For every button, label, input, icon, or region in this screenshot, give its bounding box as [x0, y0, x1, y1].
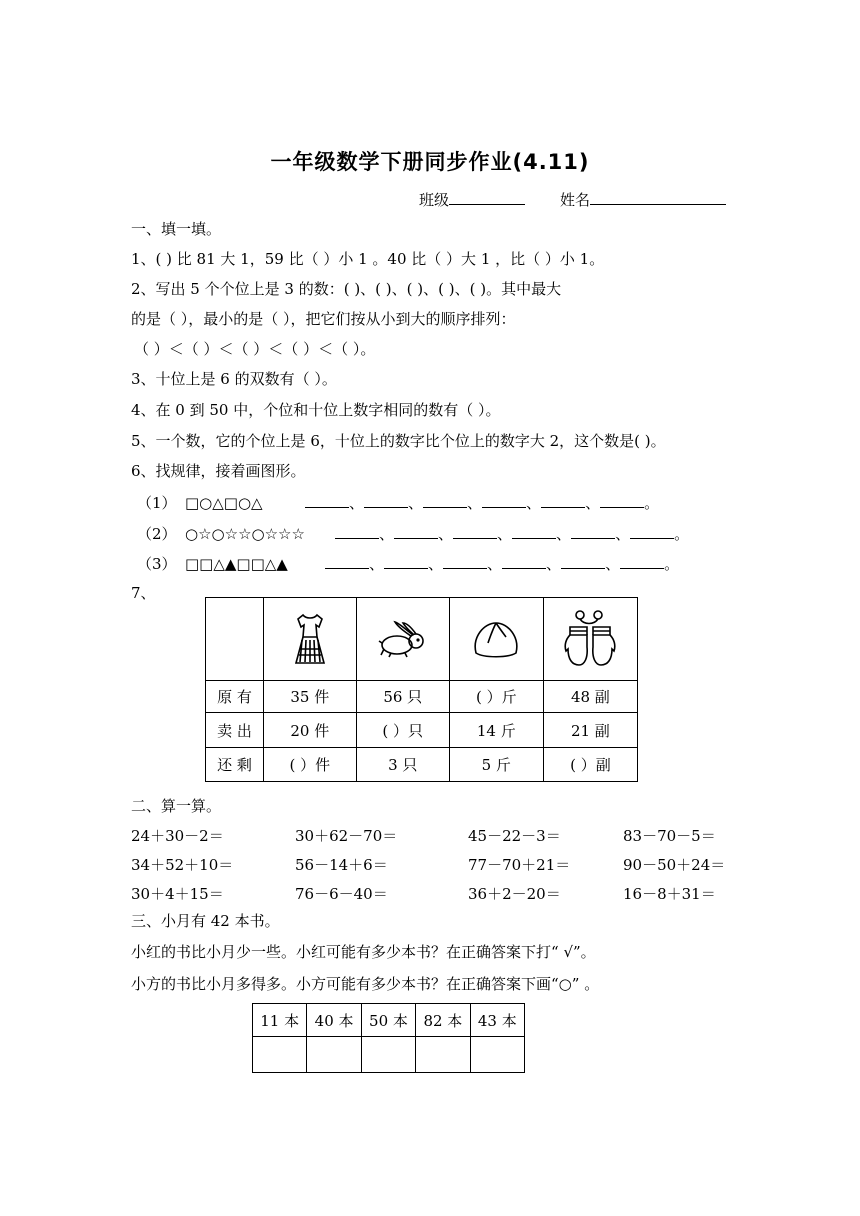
section1-heading: 一、填一填。 [131, 220, 222, 238]
row-label-remaining: 还 剩 [206, 748, 264, 782]
calc-item: 90－50＋24＝ [623, 856, 726, 874]
goods-table [205, 597, 638, 782]
table-corner [206, 598, 264, 681]
table-cell: 14 斤 [449, 713, 543, 748]
pattern-number: （1） [137, 494, 177, 512]
pattern-blank[interactable] [482, 492, 526, 508]
table-cell-blank[interactable]: ( ）斤 [449, 681, 543, 713]
calc-item: 34＋52＋10＝ [131, 856, 234, 874]
separator: 、 [379, 525, 395, 543]
pattern-sequence: ○☆○☆☆○☆☆☆ [185, 525, 305, 543]
separator: 、 [408, 494, 424, 512]
calc-item: 16－8＋31＝ [623, 885, 716, 903]
pattern-blank[interactable] [335, 523, 379, 539]
pattern-end: 。 [674, 525, 690, 543]
table-row [206, 713, 638, 748]
option-cell: 82 本 [416, 1004, 470, 1037]
row-label-original: 原 有 [206, 681, 264, 713]
pattern-row [137, 523, 689, 544]
question-3: 3、十位上是 6 的双数有（ ）。 [131, 370, 337, 388]
calc-item: 30＋62－70＝ [295, 827, 398, 845]
name-blank[interactable] [590, 189, 726, 205]
pattern-number: （2） [137, 525, 177, 543]
books-table [252, 1003, 525, 1073]
pattern-blank[interactable] [423, 492, 467, 508]
separator: 、 [369, 555, 385, 573]
pattern-blank[interactable] [571, 523, 615, 539]
table-row-icons [206, 598, 638, 681]
options-row [253, 1004, 525, 1037]
dress-icon [290, 609, 330, 669]
question-4: 4、在 0 到 50 中，个位和十位上数字相同的数有（ ）。 [131, 401, 501, 419]
option-cell: 43 本 [470, 1004, 524, 1037]
pattern-row [137, 492, 659, 513]
separator: 、 [497, 525, 513, 543]
pattern-blank[interactable] [512, 523, 556, 539]
answer-cell[interactable] [470, 1037, 524, 1073]
question-2: 2、写出 5 个个位上是 3 的数：( )、( )、( )、( )、( )。其中最大 [131, 280, 562, 298]
question-1: 1、( ) 比 81 大 1，59 比（ ）小 1 。40 比（ ）大 1 ，比（ ）小 1。 [131, 250, 605, 268]
separator: 、 [467, 494, 483, 512]
class-blank[interactable] [449, 189, 525, 205]
calc-item: 76－6－40＝ [295, 885, 388, 903]
question-7-label: 7、 [131, 584, 156, 602]
answer-cell[interactable] [416, 1037, 470, 1073]
separator: 、 [556, 525, 572, 543]
dress-cell [263, 598, 356, 681]
bun-icon [470, 617, 522, 661]
pattern-sequence: □○△□○△ [185, 494, 263, 512]
separator: 、 [605, 555, 621, 573]
table-cell: 3 只 [356, 748, 449, 782]
page-title: 一年级数学下册同步作业(4.11) [270, 150, 590, 174]
answer-cell[interactable] [307, 1037, 361, 1073]
table-cell: 48 副 [543, 681, 637, 713]
mittens-icon [560, 607, 620, 671]
pattern-sequence: □□△▲□□△▲ [185, 555, 288, 573]
table-cell: 5 斤 [449, 748, 543, 782]
pattern-blank[interactable] [364, 492, 408, 508]
pattern-blank[interactable] [325, 553, 369, 569]
pattern-blank[interactable] [384, 553, 428, 569]
pattern-end: 。 [644, 494, 660, 512]
table-cell-blank[interactable]: ( ）副 [543, 748, 637, 782]
calc-item: 56－14＋6＝ [295, 856, 388, 874]
separator: 、 [585, 494, 601, 512]
table-cell: 21 副 [543, 713, 637, 748]
class-label: 班级 [419, 191, 450, 209]
pattern-number: （3） [137, 555, 177, 573]
pattern-blank[interactable] [541, 492, 585, 508]
separator: 、 [526, 494, 542, 512]
question-2-order: （ ）＜（ ）＜（ ）＜（ ）＜（ ）。 [134, 340, 376, 358]
pattern-blank[interactable] [630, 523, 674, 539]
calc-item: 30＋4＋15＝ [131, 885, 224, 903]
option-cell: 40 本 [307, 1004, 361, 1037]
pattern-blank[interactable] [394, 523, 438, 539]
separator: 、 [438, 525, 454, 543]
table-row [206, 681, 638, 713]
section3-line-2: 小方的书比小月多得多。小方可能有多少本书？在正确答案下画“○” 。 [131, 975, 600, 993]
table-cell: 20 件 [263, 713, 356, 748]
section3-line-1: 小红的书比小月少一些。小红可能有多少本书？在正确答案下打“ √”。 [131, 943, 596, 961]
section2-heading: 二、算一算。 [131, 797, 222, 815]
pattern-blank[interactable] [600, 492, 644, 508]
pattern-blank[interactable] [620, 553, 664, 569]
calc-item: 45－22－3＝ [468, 827, 561, 845]
option-cell: 11 本 [253, 1004, 307, 1037]
pattern-row [137, 553, 679, 574]
answer-cell[interactable] [361, 1037, 415, 1073]
calc-item: 83－70－5＝ [623, 827, 716, 845]
question-5: 5、一个数，它的个位上是 6，十位上的数字比个位上的数字大 2，这个数是( )。 [131, 432, 666, 450]
row-label-sold: 卖 出 [206, 713, 264, 748]
class-field[interactable] [419, 189, 525, 210]
table-cell-blank[interactable]: ( ）只 [356, 713, 449, 748]
separator: 、 [349, 494, 365, 512]
question-6: 6、找规律，接着画图形。 [131, 462, 306, 480]
question-2-cont: 的是（ ），最小的是（ ），把它们按从小到大的顺序排列： [131, 310, 516, 328]
rabbit-icon [375, 619, 431, 659]
separator: 、 [428, 555, 444, 573]
pattern-blank[interactable] [502, 553, 546, 569]
table-row [206, 748, 638, 782]
rabbit-cell [356, 598, 449, 681]
bun-cell [449, 598, 543, 681]
separator: 、 [615, 525, 631, 543]
pattern-blank[interactable] [305, 492, 349, 508]
pattern-blank[interactable] [561, 553, 605, 569]
table-cell: 35 件 [263, 681, 356, 713]
option-cell: 50 本 [361, 1004, 415, 1037]
pattern-blank[interactable] [453, 523, 497, 539]
answer-cell[interactable] [253, 1037, 307, 1073]
mittens-cell [543, 598, 637, 681]
name-label: 姓名 [560, 191, 591, 209]
calc-item: 36＋2－20＝ [468, 885, 561, 903]
calc-item: 24＋30－2＝ [131, 827, 224, 845]
answer-row [253, 1037, 525, 1073]
section3-heading: 三、小月有 42 本书。 [131, 912, 280, 930]
pattern-end: 。 [664, 555, 680, 573]
table-cell-blank[interactable]: ( ）件 [263, 748, 356, 782]
pattern-blank[interactable] [443, 553, 487, 569]
separator: 、 [487, 555, 503, 573]
calc-item: 77－70＋21＝ [468, 856, 571, 874]
separator: 、 [546, 555, 562, 573]
table-cell: 56 只 [356, 681, 449, 713]
name-field[interactable] [560, 189, 726, 210]
